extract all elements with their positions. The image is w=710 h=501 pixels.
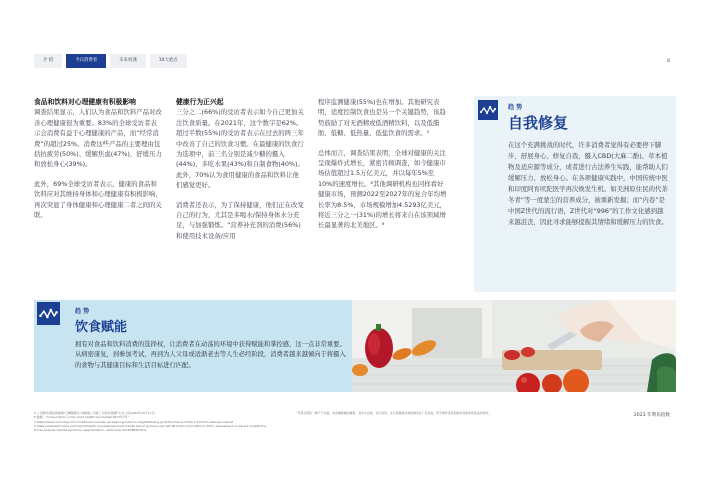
footnote: 7 https://www.mckinsey.com/industries/consumer-packaged-goods/our-insights/feeling-good-the-future-of-the-1-5-trillion-wellness-market xyxy=(34,419,234,424)
footnotes-right xyxy=(296,411,496,415)
column1-paragraph: 调查结果显示，人们认为食品和饮料产品对改善心理健康很为重要。83%的全球受访者表示会消费有益于心理健康的产品，而“经常消费”的超过25%。消费这些产品的主要理由包括抗疲劳(50%)、缓解焦虑(47%)，舒缓压力和放松身心(39%)。 xyxy=(34,108,162,169)
footnotes-left xyxy=(34,411,274,432)
column-mental-health xyxy=(34,97,162,229)
column3-paragraph: 程序监测健康(55%)也在增加。其他研究表明，适度控制饮食也是另一个关键趋势，该趋势鼓励了对无酒精或低酒精饮料，以及低脂肪、低糖、低热量、低盐饮食的需求。⁵ xyxy=(318,98,446,138)
trend-box-self-repair xyxy=(474,96,676,292)
tab-intro[interactable]: 介 绍 xyxy=(34,54,62,68)
trend-wave-icon xyxy=(37,302,60,325)
column2-paragraph: 三分之二(66%)的受访者表示如今自己更加关注饮食质量。在2021年，这个数字是62%。超过半数(55%)的受访者表示在过去的两三年中改善了自己的饮食习惯。在最健康的饮食行为选项中，前三名分别是减少糖的摄入(44%)、多吃水果(43%)和自制食物(40%)。此外，70%认为食用健康的食品和饮料让他们感觉更好。 xyxy=(176,108,304,190)
column-market xyxy=(318,97,448,240)
trend-box-diet-empowerment xyxy=(34,300,352,392)
tab-top-ten[interactable]: 10大重点 xyxy=(150,54,187,68)
diet-tag: 趋 势 xyxy=(75,308,90,315)
diet-body: 拥有对食品和饮料消费的选择权，让消费者在动荡的环境中获得赋能和掌控感，这一点非常重要。从病密康复，到参加考试，再到为人父母或适渐老去等人生必经阶段，消费者越来越倾向于将摄入的食物与其健康目标和生活目标进行匹配。 xyxy=(75,341,346,369)
tab-future-opportunities[interactable]: 未来机遇 xyxy=(110,54,146,68)
footnote: 8 https://www.technavio.com/report/health-and-wellness-food-market-size-to-grow-by-usd-182.96-billion-from-2022-to-2027--assessment-on-parent-market-five-forces-analysis-market-dynamics--segmentation---technavio-301678896.html xyxy=(34,423,267,433)
kitchen-vegetables-photo xyxy=(352,300,676,392)
page-number: 8 xyxy=(667,59,670,64)
report-title-footer: 2023 年利乐指数 xyxy=(633,413,670,418)
column-healthy-behavior xyxy=(176,97,304,250)
diet-heading: 饮食赋能 xyxy=(75,320,128,335)
tab-consumer-today[interactable]: 今日消费者 xyxy=(66,54,106,68)
trend-tag: 趋 势 xyxy=(508,104,523,111)
trend-wave-icon xyxy=(478,100,498,120)
column1-paragraph: 此外，69%全球受访者表示，健康的食品和饮料应对其维持身体和心理健康有积极影响，再次突显了身体健康和心理健康二者之间的关联。 xyxy=(34,179,162,220)
trend-heading: 自我修复 xyxy=(508,114,569,132)
trend-body: 在这个充满挑战的时代，许多消费者觉得有必要停下脚步，舒展身心、修复自我，摄入CBD(大麻二酚)、草本植物及适应源等成分，或者进行古法养生实践，能帮助人们缓解压力、放松身心。在各项健康实践中，中国传统中医和印度阿育吠陀医学再次焕发生机。如美洲原住民的代茶冬青“等一度蒙尘的营养成分，被重新发掘；而“内卷”是中国Z世代的流行语，Z世代对“996”的工作文化感到越来越沮丧，因此寻求能够提振其情绪和缓解压力的饮食。 xyxy=(508,141,668,226)
footnote: 6 数据：“Consumption in the world healthcare market 2022年7月” xyxy=(34,415,130,420)
section-tabs xyxy=(34,54,187,68)
footnote: 5 公司研究/调查的数据“已精简排名”请参阅公司第三方报告/数据“中文公布/2022年12月17日” xyxy=(34,411,156,415)
column2-paragraph: 消费者还表示，为了保持健康，他们正在改变自己的行为，尤其是多喝水/保持身体水分充足，与加强锻炼。“营养补充剂的消费(56%)和使用技术设备/应用 xyxy=(176,200,304,240)
column3-paragraph: 总体而言，调查结果表明，全球对健康的关注呈现爆炸式增长，紧密肯顾调查，如今健康市场估值超过1.5万亿美元，并以每年5%至10%的速度增长。⁶其他调研机构也同样看好健康市场，预测2022至2027年的复合年均增长率为8.5%，市场规模增加4.5293亿美元，将近三分之一(31%)的增长将来自在该领域增长最显著的北美地区。⁸ xyxy=(318,148,447,230)
column1-heading: 食品和饮料对心理健康有积极影响 xyxy=(34,98,136,106)
column2-heading: 健康行为正兴起 xyxy=(176,98,224,106)
footnote: “代茶冬青是一种产于北美，内含咖啡碱的植物，其中文名称，可以饮用，并以其健康功效而闻名并广受欢迎，用于制作茶饮和制作其他冲泡饮品的原料。 xyxy=(296,411,492,415)
